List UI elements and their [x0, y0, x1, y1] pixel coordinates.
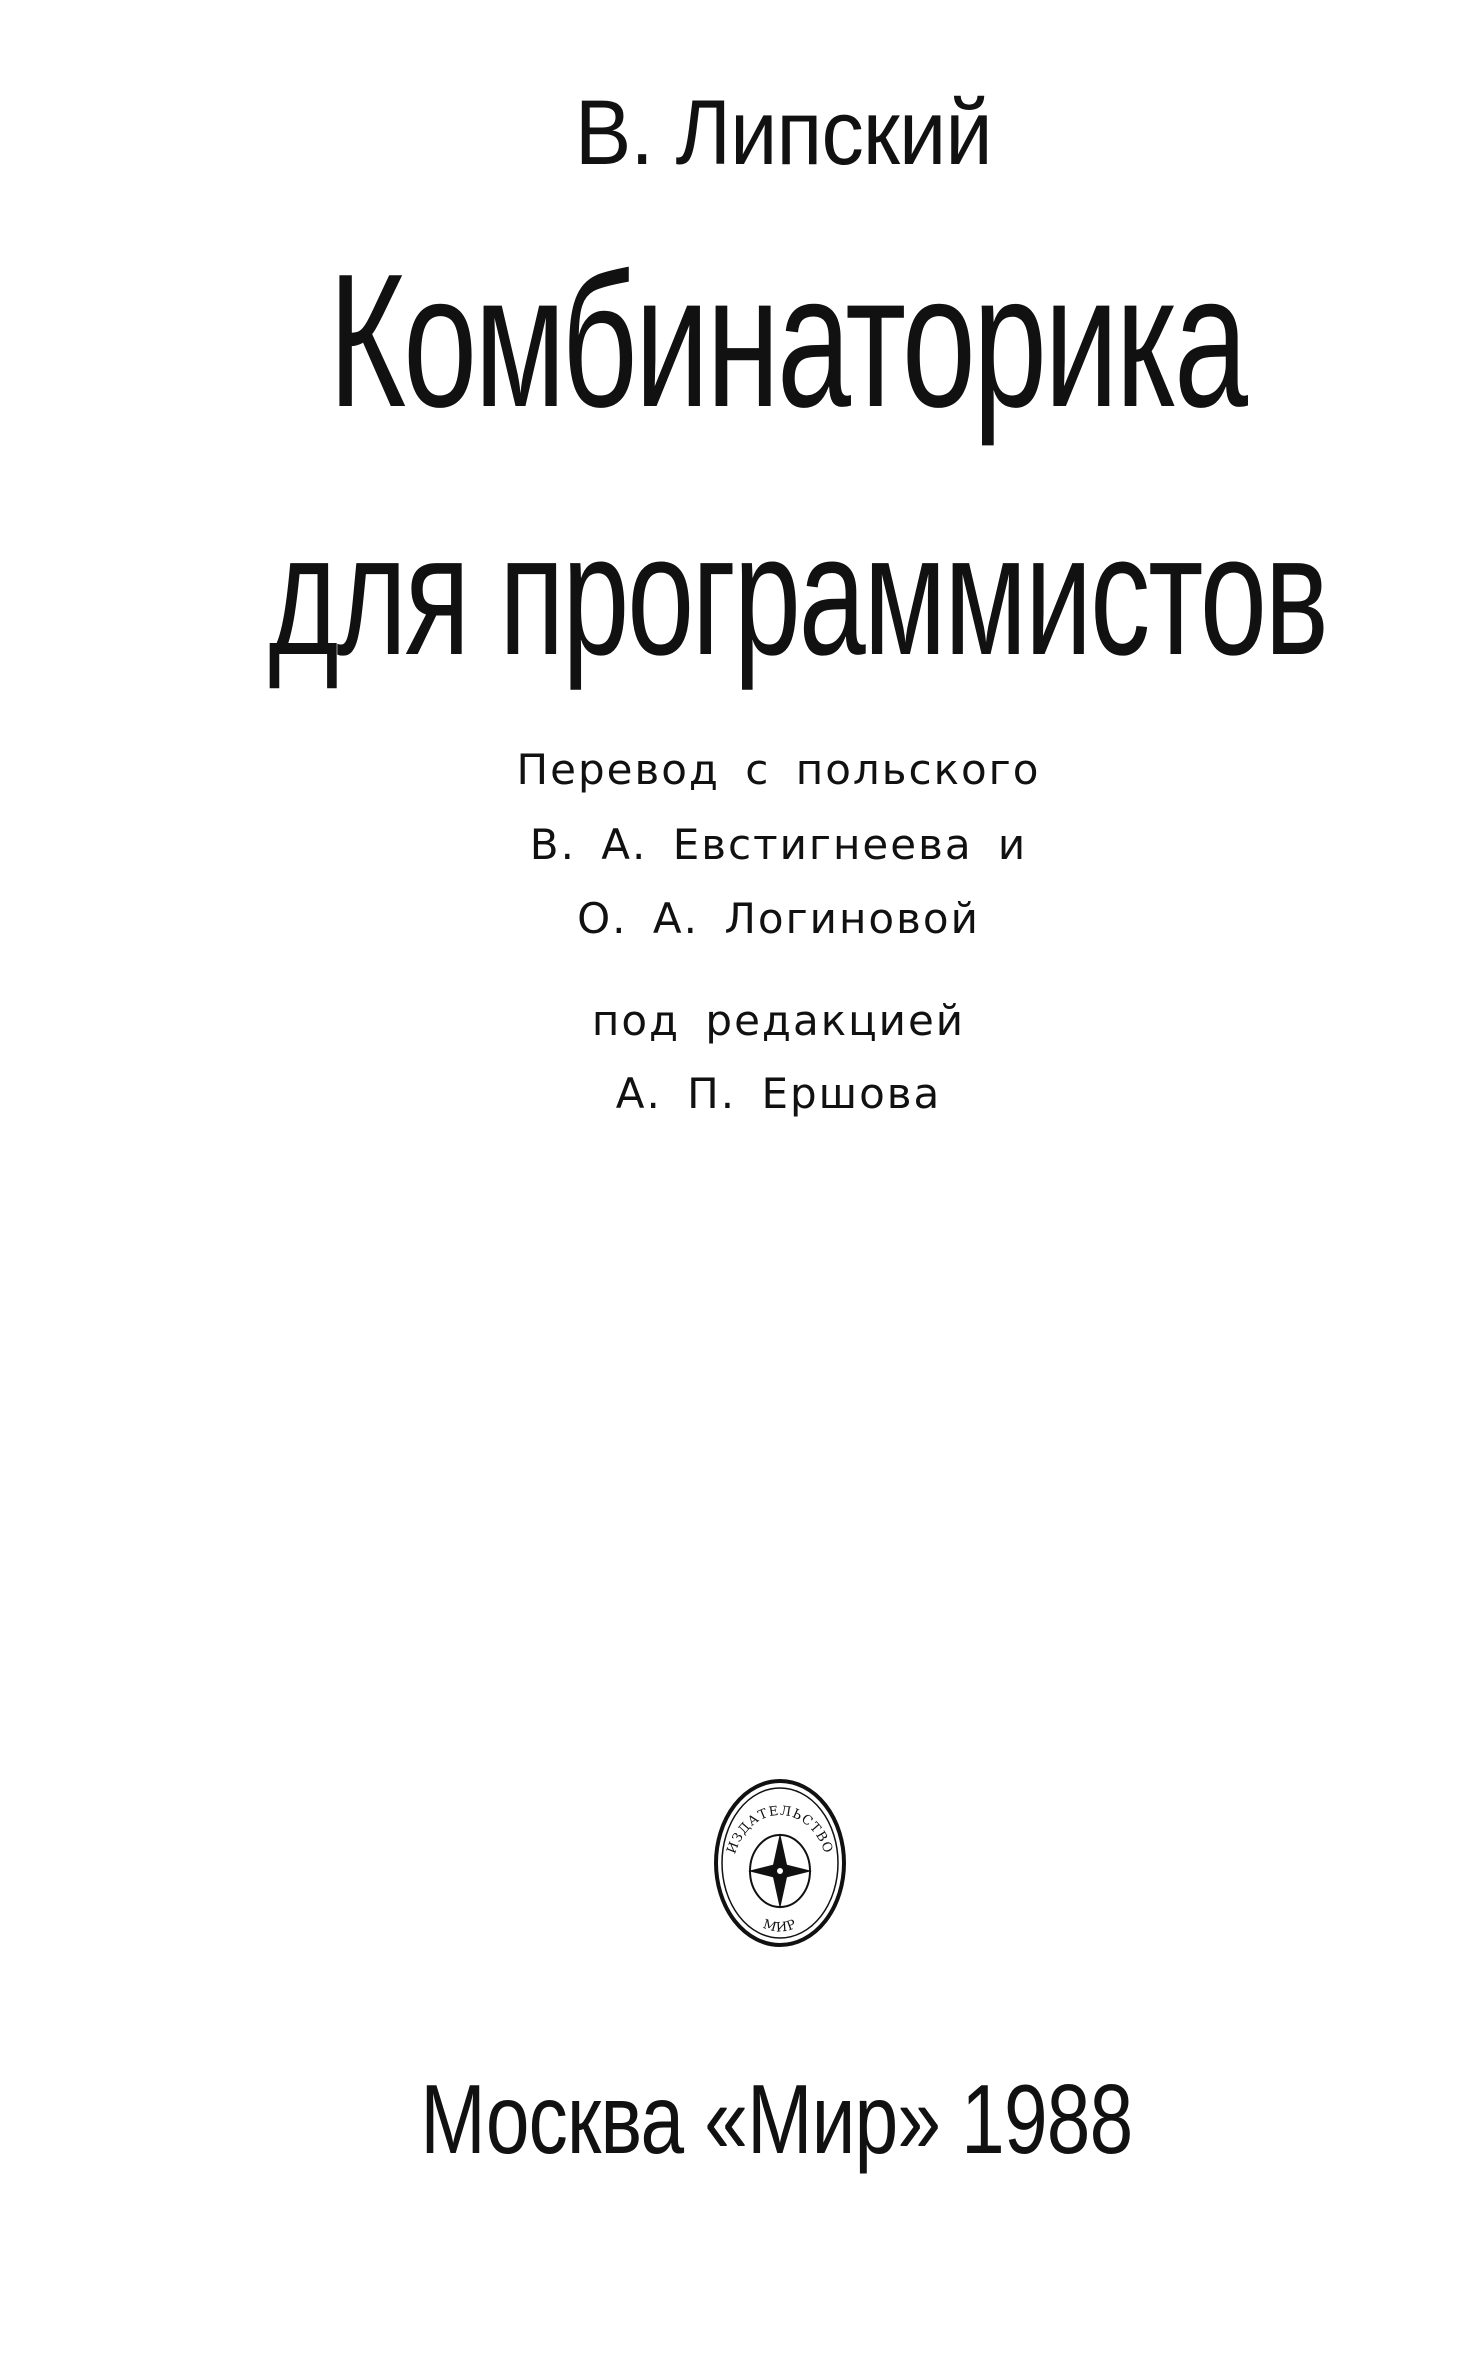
book-title-line-2: для программистов: [268, 499, 1327, 691]
editor-name: А. П. Ершова: [615, 1069, 942, 1118]
svg-text:МИР: МИР: [761, 1916, 800, 1936]
author-name: В. Липский: [574, 82, 992, 184]
translator-2: О. А. Логиновой: [577, 894, 980, 943]
editor-note: под редакцией: [591, 996, 966, 1045]
translator-1: В. А. Евстигнеева и: [529, 820, 1028, 869]
svg-text:ИЗДАТЕЛЬСТВО: ИЗДАТЕЛЬСТВО: [724, 1803, 836, 1856]
publication-imprint: Москва «Мир» 1988: [420, 2064, 1133, 2174]
publisher-emblem-icon: [710, 1775, 850, 1951]
translation-note: Перевод с польского: [516, 745, 1041, 794]
book-title-line-1: Комбинаторика: [328, 235, 1246, 447]
